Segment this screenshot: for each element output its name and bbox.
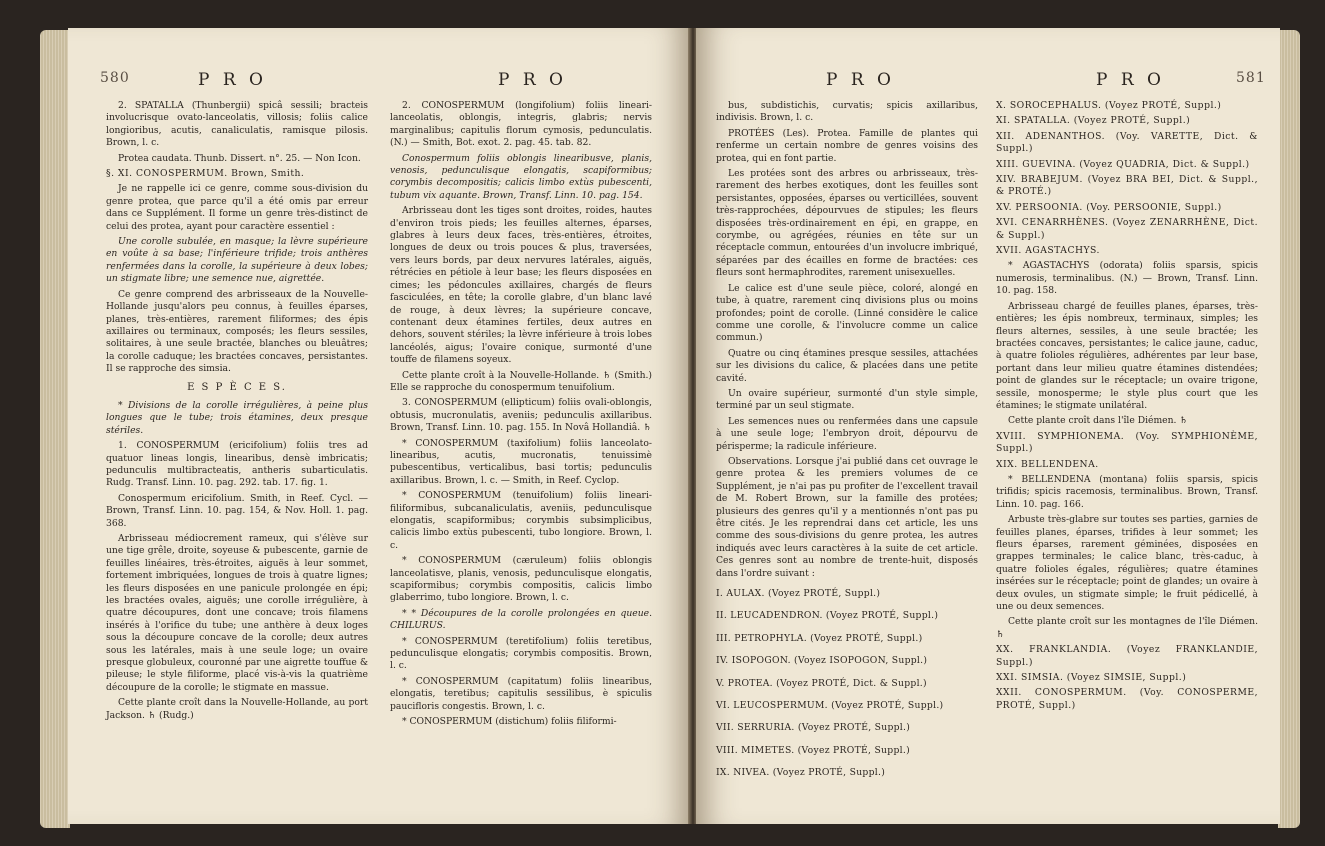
paragraph: Quatre ou cinq étamines presque sessiles, attachées sur les divisions du calice, & placées dans une petite cavité. [716,347,978,384]
page-number-right: 581 [1236,70,1266,86]
paragraph: Conospermum ericifolium. Smith, in Reef. Cycl. — Brown, Transf. Linn. 10. pag. 154, & Nov. Holl. 1. pag. 368. [106,492,368,529]
paragraph: Une corolle subulée, en masque; la lèvre supérieure en voûte à sa base; l'inférieure trifide; trois anthères renfermées dans la corolle, la supérieure à deux lobes; un stigmate libre; une semence nue, aigrettée. [106,236,368,285]
paragraph: Les protées sont des arbres ou arbrisseaux, très-rarement des herbes exotiques, dont les feuilles sont persistantes, opposées, éparses ou verticillées, souvent très-rapprochées, dépourvues de stipules; les fleurs disposées très-ordinairement en épi, en grappe, en corymbe, ou agrégées, réunies en tête sur un réceptacle commun, entourées d'un involucre imbriqué, séparées par des écailles en forme de bractées: ces fleurs sont hermaphrodites, rarement unisexuelles. [716,168,978,279]
genera-list [716,588,978,780]
paragraph: * AGASTACHYS (odorata) foliis sparsis, spicis numerosis, terminalibus. (N.) — Brown, Transf. Linn. 10. pag. 158. [996,260,1258,297]
paragraph: bus, subdistichis, curvatis; spicis axillaribus, indivisis. Brown, l. c. [716,100,978,124]
paragraph: Le calice est d'une seule pièce, coloré, alongé en tube, à quatre, rarement cinq divisions plus ou moins profondes; point de corolle. (Linné considère le calice comme une corolle, & l'involucre comme un calice commun.) [716,282,978,344]
left-column-2 [390,100,652,732]
paragraph: * Divisions de la corolle irrégulières, à peine plus longues que le tube; trois étamines, deux presque stériles. [106,399,368,436]
paragraph: XV. PERSOONIA. (Voy. PERSOONIE, Suppl.) [996,201,1222,213]
paragraph: * CONOSPERMUM (teretifolium) foliis teretibus, pedunculisque elongatis; corymbis compositis. Brown, l. c. [390,635,652,672]
paragraph: Un ovaire supérieur, surmonté d'un style simple, terminé par un seul stigmate. [716,387,978,412]
paragraph: XVIII. SYMPHIONEMA. (Voy. SYMPHIONÈME, Suppl.) [996,430,1258,455]
paragraph: Cette plante croît dans la Nouvelle-Hollande, au port Jackson. ♄ (Rudg.) [106,697,368,721]
running-head: P R O [498,70,567,90]
right-page [696,28,1280,824]
paragraph: XIII. GUEVINA. (Voyez QUADRIA, Dict. & Suppl.) [996,158,1250,170]
paragraph: Je ne rappelle ici ce genre, comme sous-division du genre protea, que parce qu'il a été omis par erreur dans ce Supplément. Il forme un genre très-distinct de celui des protea, ayant pour caractère essentiel : [106,183,368,232]
paragraph: Arbrisseau dont les tiges sont droites, roides, hautes d'environ trois pieds; les feuilles alternes, éparses, glabres à leurs deux faces, très-entières, étroites, longues de deux ou trois pouces & plus, traversées, vers leurs bords, par deux nervures latérales, aiguës, rétrécies en pétiole à leur base; les fleurs disposées en cimes; les pédoncules axillaires, chargés de fleurs fasciculées, en tête; la corolle glabre, d'un blanc lavé de rouge, à deux lèvres; la supérieure concave, contenant deux étamines fertiles, deux autres en dehors, souvent stériles; la lèvre inférieure à trois lobes lancéolés, aigus; l'ovaire conique, surmonté d'une touffe de filamens soyeux. [390,205,652,366]
paragraph: Arbrisseau chargé de feuilles planes, éparses, très-entières; les épis nombreux, terminaux, simples; les fleurs alternes, sessiles, à une seule bractée; les bractées concaves, persistantes; le calice jaune, caduc, à quatre folioles régulières, adhérentes par leur base, portant dans leur milieu quatre étamines distendées; point de glandes sur le réceptacle; un ovaire trigone, sessile, monosperme; le style plus court que les étamines; le stigmate unilatéral. [996,300,1258,411]
genus-entry: IV. ISOPOGON. (Voyez ISOPOGON, Suppl.) [716,655,928,667]
paragraph: XVI. CENARRHÈNES. (Voyez ZENARRHÈNE, Dict. & Suppl.) [996,217,1258,241]
paragraph: E S P È C E S. [187,381,287,393]
paragraph: XI. SPATALLA. (Voyez PROTÉ, Suppl.) [996,115,1191,127]
paragraph: Ce genre comprend des arbrisseaux de la Nouvelle-Hollande jusqu'alors peu connus, à feuilles éparses, planes, très-entières, rarement filiformes; des épis axillaires ou terminaux, composés; les fleurs sessiles, solitaires, à une seule bractée, blanches ou bleuâtres; la corolle caduque; les bractées concaves, persistantes. Il se rapproche des simsia. [106,288,368,375]
genus-entry: II. LEUCADENDRON. (Voyez PROTÉ, Suppl.) [716,610,939,622]
genus-entry: I. AULAX. (Voyez PROTÉ, Suppl.) [716,588,881,600]
genus-entry: V. PROTEA. (Voyez PROTÉ, Dict. & Suppl.) [716,677,927,689]
paragraph: XIV. BRABEJUM. (Voyez BRA BEI, Dict. & Suppl., & PROTÉ.) [996,174,1258,198]
page-number-left: 580 [100,70,130,86]
page-edges-left [40,30,70,828]
paragraph: 1. CONOSPERMUM (ericifolium) foliis tres ad quatuor lineas longis, linearibus, densè imbricatis; pedunculis multibracteatis, antheris subarticulatis. Rudg. Transf. Linn. 10. pag. 292. tab. 17. fig. 1. [106,440,368,489]
genus-entry: IX. NIVEA. (Voyez PROTÉ, Suppl.) [716,767,886,779]
left-column-1 [106,100,368,725]
left-page [68,28,690,824]
left-running-header [68,70,690,94]
paragraph: * CONOSPERMUM (distichum) foliis filiformi- [402,716,617,728]
right-column-2 [996,100,1258,715]
paragraph: PROTÉES (Les). Protea. Famille de plantes qui renferme un certain nombre de genres voisins des protea, qui en font partie. [716,127,978,164]
open-book [40,10,1300,840]
paragraph: Cette plante croît sur les montagnes de l'île Diémen. ♄ [996,616,1258,640]
paragraph: * CONOSPERMUM (taxifolium) foliis lanceolato-linearibus, acutis, mucronatis, tenuissimè pubescentibus, verticalibus, basi tortis; pedunculis axillaribus. Brown, l. c. — Smith, in Reef. Cyclop. [390,437,652,486]
right-column-1-text [716,100,978,580]
paragraph: XX. FRANKLANDIA. (Voyez FRANKLANDIE, Suppl.) [996,644,1258,668]
paragraph: XVII. AGASTACHYS. [996,245,1100,257]
paragraph: Arbrisseau médiocrement rameux, qui s'élève sur une tige grêle, droite, soyeuse & pubescente, garnie de feuilles linéaires, très-étroites, aiguës à leur sommet, fortement imbriquées, longues de trois à quatre lignes; les fleurs disposées en une panicule prolongée en épi; les bractées ovales, aiguës; une corolle irrégulière, à quatre découpures, dont une concave; trois filamens insérés à l'orifice du tube; une anthère à deux loges sous la découpure concave de la corolle; deux autres sous les latérales, mais à une seule loge; un ovaire presque globuleux, couronné par une aigrette touffue & pileuse; le style filiforme, placé vis-à-vis la quatrième découpure de la corolle; le stigmate en massue. [106,533,368,693]
page-edges-right [1278,30,1300,828]
paragraph: Arbuste très-glabre sur toutes ses parties, garnies de feuilles planes, éparses, trifides à leur sommet; les fleurs éparses, rarement géminées, disposées en grappes terminales; le calice blanc, très-caduc, à quatre folioles égales, régulières; quatre étamines insérées sur le réceptacle; point de glandes; un ovaire à deux ovules, un stigmate simple; le fruit pédicellé, à une ou deux semences. [996,514,1258,613]
paragraph: Les semences nues ou renfermées dans une capsule à une seule loge; l'embryon droit, dépourvu de périsperme; la radicule inférieure. [716,415,978,452]
genus-entry: VII. SERRURIA. (Voyez PROTÉ, Suppl.) [716,722,911,734]
paragraph: §. XI. CONOSPERMUM. Brown, Smith. [106,168,305,180]
paragraph: 2. SPATALLA (Thunbergii) spicâ sessili; bracteis involucrisque ovato-lanceolatis, villosis; foliis calice longioribus, acutis, canaliculatis, ramisque pilosis. Brown, l. c. [106,100,368,149]
paragraph: * CONOSPERMUM (cæruleum) foliis oblongis lanceolatisve, planis, venosis, pedunculisque elongatis, scapiformibus; corymbis compositis, calicis limbo glaberrimo, tubo longiore. Brown, l. c. [390,555,652,604]
paragraph: XII. ADENANTHOS. (Voy. VARETTE, Dict. & Suppl.) [996,130,1258,155]
paragraph: XXII. CONOSPERMUM. (Voy. CONOSPERME, PROTÉ, Suppl.) [996,687,1258,711]
paragraph: * CONOSPERMUM (tenuifolium) foliis lineari-filiformibus, subcanaliculatis, aveniis, pedunculisque elongatis, scapiformibus; corymbis subsimplicibus, calicis limbo extùs pubescenti, tubo longiore. Brown, l. c. [390,490,652,551]
paragraph: X. SOROCEPHALUS. (Voyez PROTÉ, Suppl.) [996,100,1222,111]
running-head: P R O [826,70,895,90]
paragraph: Cette plante croît à la Nouvelle-Hollande. ♄ (Smith.) Elle se rapproche du conospermum tenuifolium. [390,369,652,393]
paragraph: Protea caudata. Thunb. Dissert. n°. 25. — Non Icon. [118,152,361,164]
paragraph: XXI. SIMSIA. (Voyez SIMSIE, Suppl.) [996,672,1187,684]
running-head: P R O [198,70,267,90]
paragraph: Cette plante croît dans l'île Diémen. ♄ [1008,415,1188,427]
running-head: P R O [1096,70,1165,90]
paragraph: Observations. Lorsque j'ai publié dans cet ouvrage le genre protea & les premiers volumes de ce Supplément, je n'ai pas pu profiter de l'excellent travail de M. Robert Brown, sur la famille des protées; plusieurs des genres qu'il y a mentionnés n'ont pas pu être cités. Je les reprendrai dans cet article, les uns comme des sous-divisions du genre protea, les autres indiqués avec leurs caractères à la suite de cet article. Ces genres sont au nombre de trente-huit, disposés dans l'ordre suivant : [716,455,978,579]
right-running-header [696,70,1280,94]
genus-entry: III. PETROPHYLA. (Voyez PROTÉ, Suppl.) [716,632,923,644]
paragraph: * CONOSPERMUM (capitatum) foliis linearibus, elongatis, teretibus; capitulis sessilibus, è spiculis paucifloris congestis. Brown, l. c. [390,675,652,712]
paragraph: Conospermum foliis oblongis linearibusve, planis, venosis, pedunculisque elongatis, scapiformibus; corymbis decompositis; calicis limbo extùs pubescenti, tubum vix aquante. Brown, Transf. Linn. 10. pag. 154. [390,152,652,201]
paragraph: * BELLENDENA (montana) foliis sparsis, spicis trifidis; spicis racemosis, terminalibus. Brown, Transf. Linn. 10. pag. 166. [996,473,1258,510]
genus-entry: VIII. MIMETES. (Voyez PROTÉ, Suppl.) [716,744,910,756]
genus-entry: VI. LEUCOSPERMUM. (Voyez PROTÉ, Suppl.) [716,700,944,712]
right-column-1 [716,100,978,790]
paragraph: 3. CONOSPERMUM (ellipticum) foliis ovali-oblongis, obtusis, mucronulatis, aveniis; pedunculis axillaribus. Brown, Transf. Linn. 10. pag. 155. In Novâ Hollandiâ. ♄ [390,397,652,434]
paragraph: XIX. BELLENDENA. [996,458,1099,470]
paragraph: * * Découpures de la corolle prolongées en queue. CHILURUS. [390,607,652,632]
paragraph: 2. CONOSPERMUM (longifolium) foliis lineari-lanceolatis, oblongis, integris, glabris; nervis marginalibus; capitulis florum cymosis, pedunculatis. (N.) — Smith, Bot. exot. 2. pag. 45. tab. 82. [390,100,652,149]
